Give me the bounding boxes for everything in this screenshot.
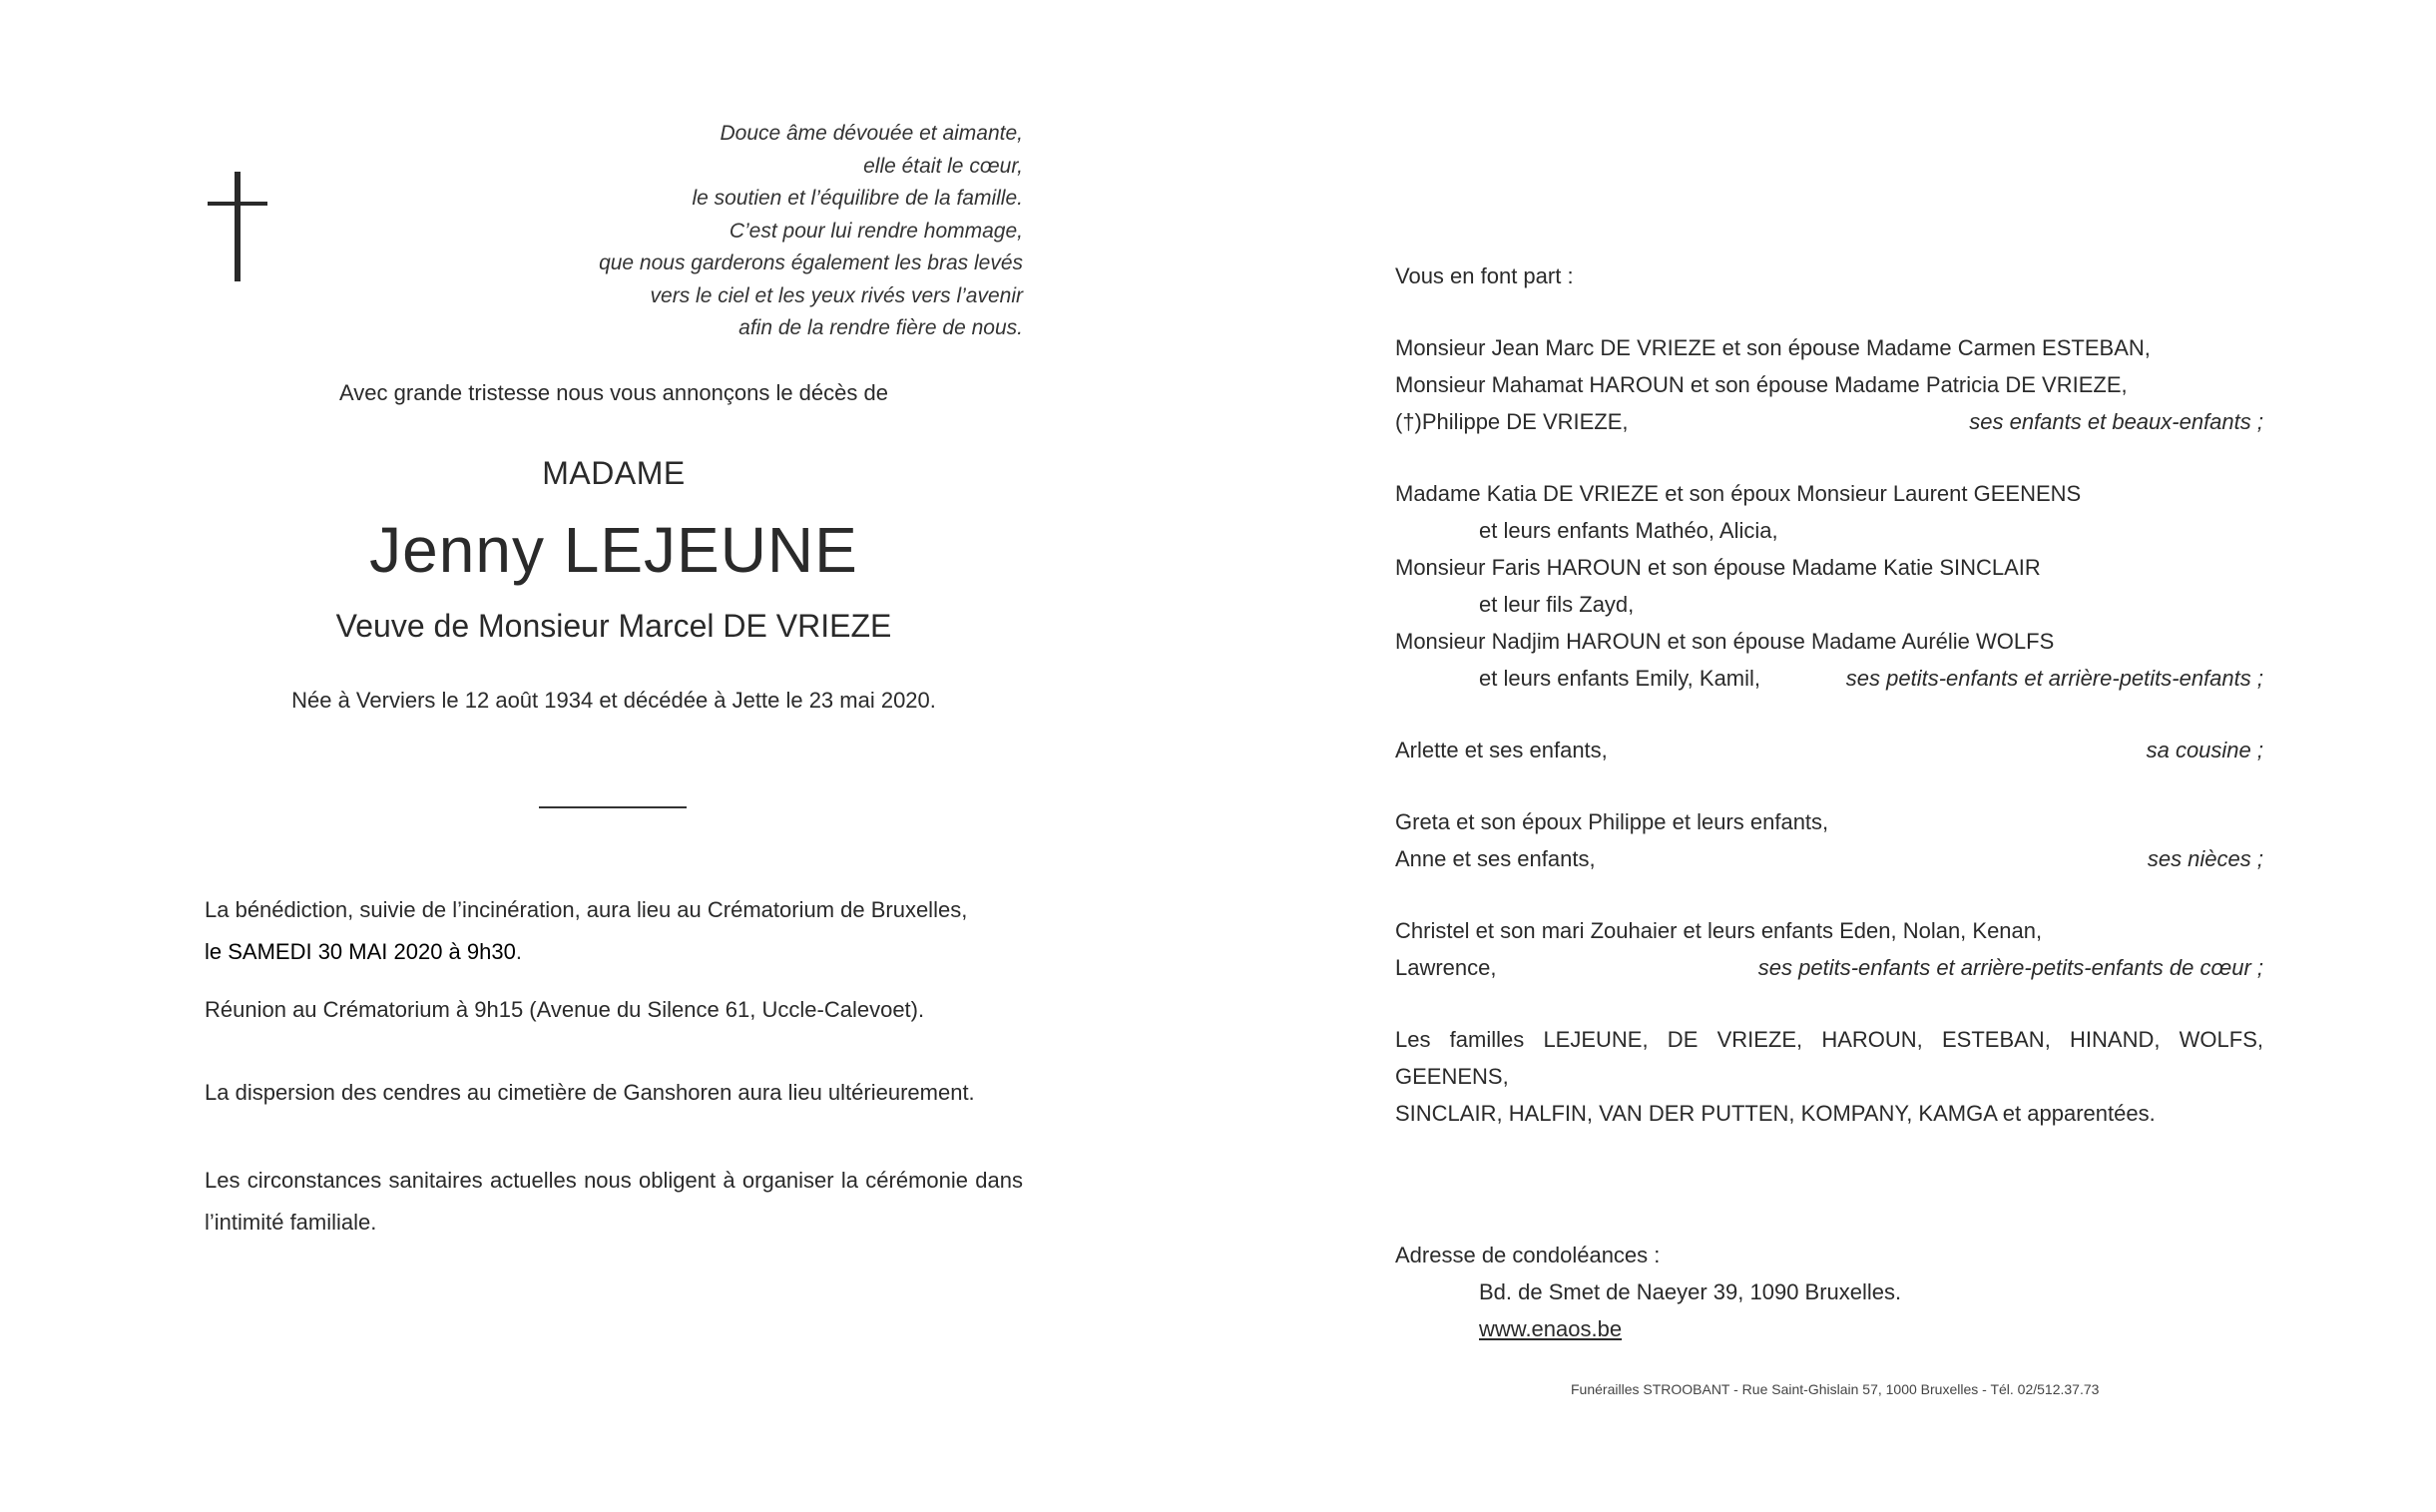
- families-line: Les familles LEJEUNE, DE VRIEZE, HAROUN, ESTEBAN, HINAND, WOLFS, GEENENS,: [1395, 1027, 2263, 1089]
- relation-label: ses enfants et beaux-enfants ;: [1969, 409, 2263, 434]
- circumstances-info: Les circonstances sanitaires actuelles nous obligent à organiser la cérémonie dans l’intimité familiale.: [205, 1168, 1023, 1235]
- poem: [419, 118, 1023, 345]
- family-line: Lawrence, ses petits-enfants et arrière-petits-enfants de cœur ;: [1395, 949, 2263, 986]
- family-line: Monsieur Faris HAROUN et son épouse Madame Katie SINCLAIR: [1395, 555, 2041, 580]
- deceased-name: Jenny LEJEUNE: [369, 514, 858, 586]
- announcement-intro: Avec grande tristesse nous vous annonçons le décès de: [339, 380, 888, 405]
- widow-of: Veuve de Monsieur Marcel DE VRIEZE: [335, 608, 892, 644]
- dispersion-info: La dispersion des cendres au cimetière de Ganshoren aura lieu ultérieurement.: [205, 1080, 975, 1105]
- honorific: MADAME: [542, 455, 686, 491]
- divider: [539, 806, 687, 808]
- website-link[interactable]: www.enaos.be: [1479, 1316, 1623, 1341]
- family-line: et leur fils Zayd,: [1479, 592, 1635, 617]
- family-list: [1395, 257, 2263, 1347]
- poem-line: Douce âme dévouée et aimante,: [720, 122, 1023, 145]
- relation-label: ses petits-enfants et arrière-petits-enfants de cœur ;: [1757, 955, 2263, 980]
- family-line: Greta et son époux Philippe et leurs enfants,: [1395, 809, 1829, 834]
- ceremony-date-end: .: [515, 939, 522, 964]
- poem-line: le soutien et l’équilibre de la famille.: [692, 187, 1023, 210]
- poem-line: vers le ciel et les yeux rivés vers l’avenir: [650, 283, 1023, 307]
- cross-icon: [208, 172, 267, 281]
- ceremony-date: le SAMEDI 30 MAI 2020 à 9h30: [205, 939, 516, 964]
- family-line: et leurs enfants Mathéo, Alicia,: [1479, 518, 1778, 543]
- family-line: Anne et ses enfants, ses nièces ;: [1395, 840, 2263, 877]
- ceremony-line: La bénédiction, suivie de l’incinération, aura lieu au Crématorium de Bruxelles,: [205, 897, 968, 922]
- families-line: SINCLAIR, HALFIN, VAN DER PUTTEN, KOMPANY, KAMGA et apparentées.: [1395, 1101, 2156, 1126]
- ceremony-info: [205, 889, 1023, 973]
- condolence-address: Bd. de Smet de Naeyer 39, 1090 Bruxelles.: [1479, 1279, 1902, 1304]
- family-line: Arlette et ses enfants, sa cousine ;: [1395, 732, 2263, 768]
- family-line: et leurs enfants Emily, Kamil, ses petits-enfants et arrière-petits-enfants ;: [1395, 660, 2263, 697]
- family-line: Monsieur Nadjim HAROUN et son épouse Madame Aurélie WOLFS: [1395, 629, 2055, 654]
- relation-label: sa cousine ;: [2146, 738, 2263, 762]
- family-line: Monsieur Mahamat HAROUN et son épouse Madame Patricia DE VRIEZE,: [1395, 372, 2128, 397]
- poem-line: elle était le cœur,: [863, 154, 1023, 178]
- funeral-home-footer: Funérailles STROOBANT - Rue Saint-Ghislain 57, 1000 Bruxelles - Tél. 02/512.37.73: [1571, 1381, 2100, 1397]
- family-line: Madame Katia DE VRIEZE et son époux Monsieur Laurent GEENENS: [1395, 481, 2082, 506]
- condolence-address-label: Adresse de condoléances :: [1395, 1243, 1661, 1267]
- relation-label: ses petits-enfants et arrière-petits-enfants ;: [1845, 666, 2263, 691]
- font-part-label: Vous en font part :: [1395, 263, 1574, 288]
- birth-death-dates: Née à Verviers le 12 août 1934 et décédée à Jette le 23 mai 2020.: [291, 688, 936, 713]
- family-line: Christel et son mari Zouhaier et leurs enfants Eden, Nolan, Kenan,: [1395, 918, 2043, 943]
- family-line: (†)Philippe DE VRIEZE, ses enfants et beaux-enfants ;: [1395, 403, 2263, 440]
- meeting-info: Réunion au Crématorium à 9h15 (Avenue du Silence 61, Uccle-Calevoet).: [205, 997, 925, 1022]
- poem-line: afin de la rendre fière de nous.: [738, 316, 1023, 339]
- family-line: Monsieur Jean Marc DE VRIEZE et son épouse Madame Carmen ESTEBAN,: [1395, 335, 2151, 360]
- relation-label: ses nièces ;: [2147, 846, 2263, 871]
- poem-line: que nous garderons également les bras levés: [599, 252, 1023, 274]
- poem-line: C’est pour lui rendre hommage,: [729, 219, 1023, 243]
